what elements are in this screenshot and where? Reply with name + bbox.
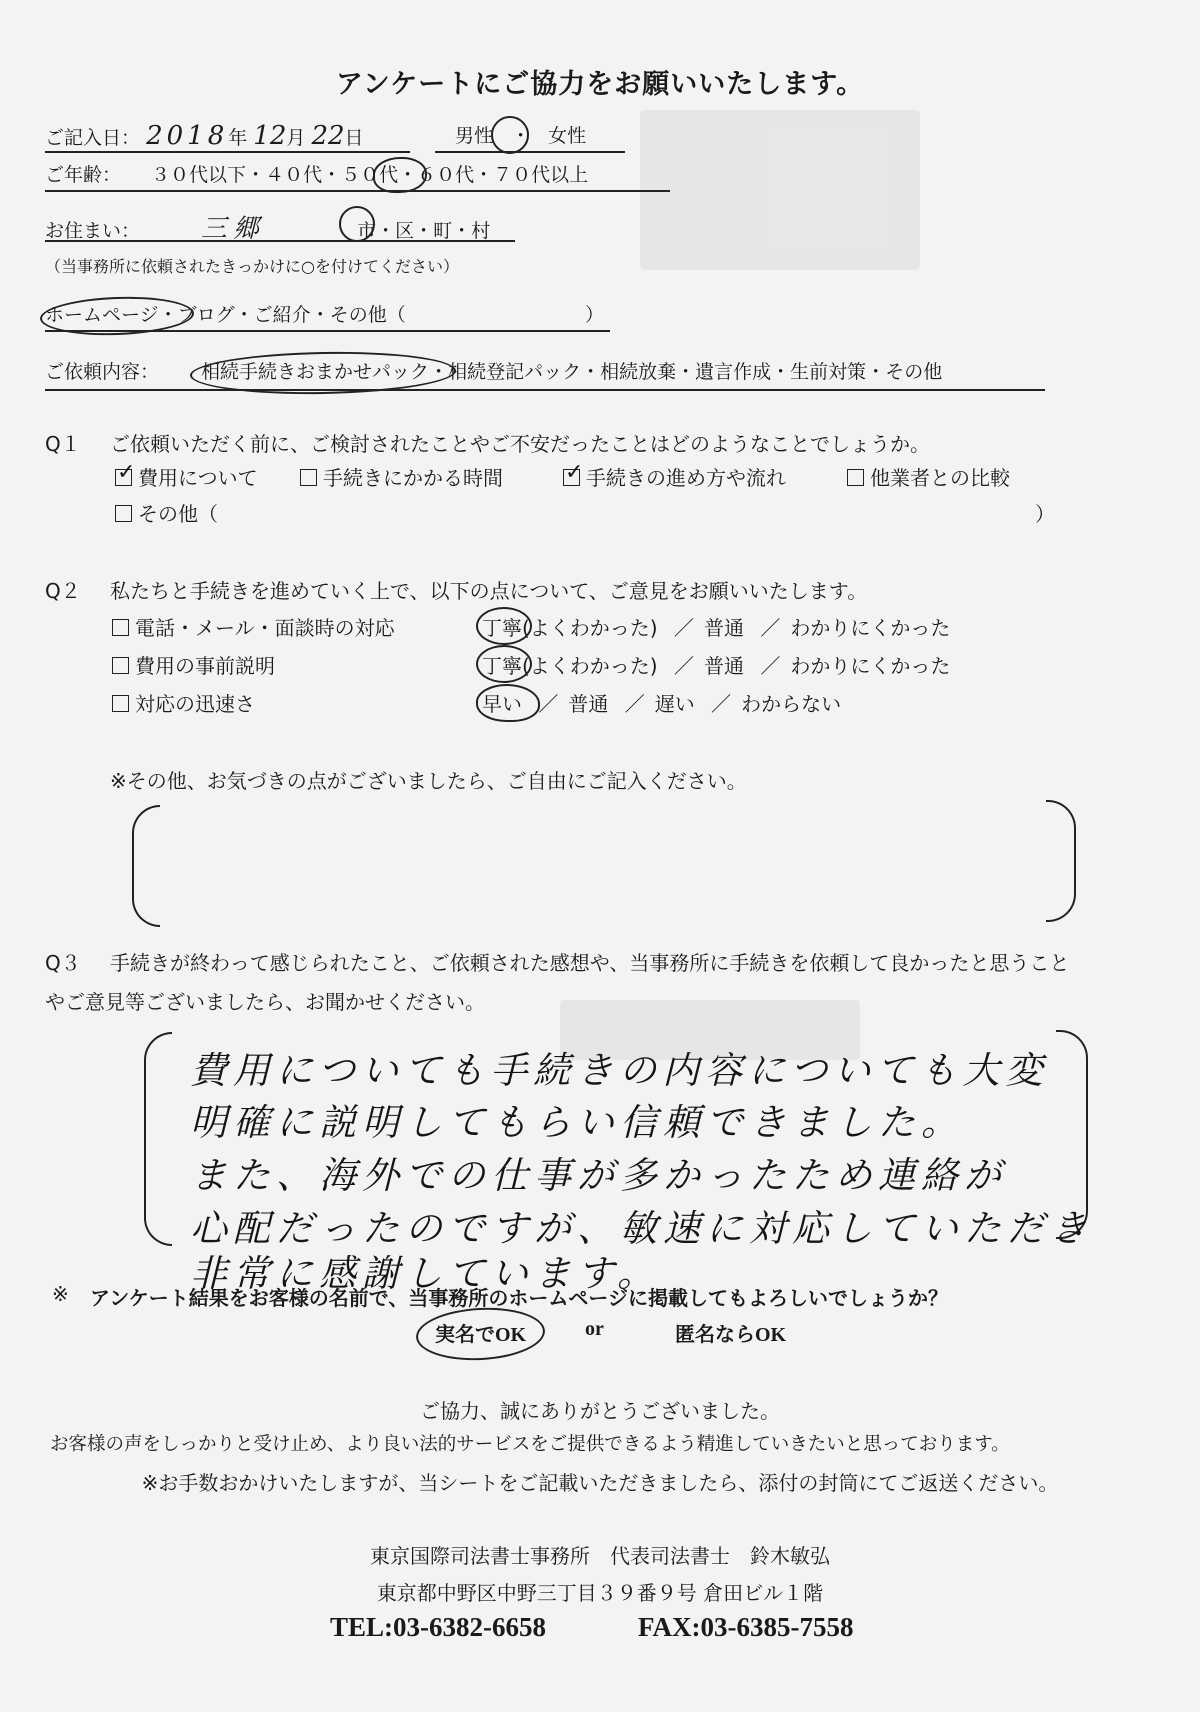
fast-circle-mark [476,684,540,722]
publish-mark: ※ [52,1282,69,1306]
request-label: ご依頼内容： [45,361,160,383]
office-name: 東京国際司法書士事務所 代表司法書士 鈴木敏弘 [370,1544,830,1568]
answer-polite: 丁寧 [482,654,522,678]
date-label: ご記入日： [45,127,141,149]
age-option: ７０代以上 [493,164,589,186]
age-option: ４０代 [265,164,323,186]
address-town: 町 [433,220,453,242]
q1-option-compare [847,462,1010,491]
answer-unknown: わからない [741,692,842,716]
publish-or: or [585,1318,604,1340]
q1-label: 手続きの進め方や流れ [586,466,786,490]
trigger-note: （当事務所に依頼されたきっかけに○を付けてください） [45,257,459,276]
q2-number: Q２ [45,579,81,603]
trigger-other-close: ） [585,304,605,326]
thanks-message: お客様の声をしっかりと受け止め、より良い法的サービスをご提供できるよう精進していきたいと思っております。 [50,1434,1010,1455]
age-row [45,160,670,192]
publish-question: アンケート結果をお客様の名前で、当事務所のホームページに掲載してもよろしいでしょうか？ [90,1286,948,1310]
age-circle-mark [373,157,427,193]
age-sep: ・ [246,164,266,186]
q1-other-close: ） [1035,502,1055,526]
comment-prompt: ※その他、お気づきの点がございましたら、ご自由にご記入ください。 [110,769,747,793]
q2-row-cost [112,650,275,679]
request-option: 相続登記パック [448,361,582,383]
date-month: 12 [253,121,287,151]
answer-fast: 早い [482,692,522,716]
answer-polite: 丁寧 [482,616,522,640]
q1-label: 手続きにかかる時間 [323,466,503,490]
age-sep: ・ [322,164,342,186]
gender-female: 女性 [548,125,587,147]
q2-row-label: 対応の迅速さ [135,692,255,716]
age-option: ６０代 [417,164,475,186]
scan-shadow [640,110,920,270]
address-value: 三郷 [201,214,266,244]
slash: ／ [673,616,694,640]
slash: ／ [711,692,732,716]
q3-text-line2: やご意見等ございましたら、お聞かせください。 [45,990,485,1014]
q1-label: その他（ [138,502,218,526]
q3-text-line1: 手続きが終わって感じられたこと、ご依頼された感想や、当事務所に手続きを依頼して良かったと思うこと [110,951,1070,975]
address-sep: ・ [376,220,396,242]
address-sep: ・ [452,220,472,242]
request-option: その他 [885,361,943,383]
trigger-sep: ・ [158,304,178,326]
handwritten-answer-line: 心配だったのですが、敏速に対応していただき [190,1207,1093,1250]
slash: ／ [760,654,781,678]
q2-row-contact-answers [482,612,950,641]
gender-male: 男性 [455,125,494,147]
handwritten-answer-line: 非常に感謝しています。 [190,1252,661,1295]
comment-box-right-bracket [1046,800,1076,922]
request-sep: ・ [771,361,791,383]
checkbox [112,695,129,712]
request-option: 遺言作成 [695,361,772,383]
checkbox [847,469,864,486]
handwritten-answer-line: 明確に説明してもらい信頼できました。 [190,1101,964,1144]
age-sep: ・ [398,164,418,186]
date-row [45,121,410,153]
year-unit: 年 [228,127,248,149]
address-village: 村 [471,220,491,242]
q1-option-other [115,498,218,527]
answer-normal: 普通 [703,654,744,678]
q1-number: Q１ [45,432,81,456]
slash: ／ [624,692,645,716]
checkbox-checked [115,469,132,486]
trigger-blog: ブログ [177,304,235,326]
month-unit: 月 [286,127,306,149]
request-selected: 相続手続きおまかせパック [201,361,430,383]
address-ward: 区 [395,220,415,242]
publish-option-anonymous: 匿名ならOK [675,1324,787,1346]
trigger-sep: ・ [310,304,330,326]
checkbox-checked [563,469,580,486]
gender-row [435,121,625,153]
checkbox [112,619,129,636]
city-circle-mark [339,206,375,242]
q2-row-label: 電話・メール・面談時の対応 [135,616,395,640]
publish-option-realname: 実名でOK [435,1324,527,1346]
q3-number: Q３ [45,951,81,975]
q2-row-label: 費用の事前説明 [135,654,275,678]
q1-label: 他業者との比較 [870,466,1010,490]
date-year: 2018 [146,121,229,151]
answer-normal: 普通 [568,692,609,716]
q2-text: 私たちと手続きを進めていく上で、以下の点について、ご意見をお願いいたします。 [110,579,868,603]
trigger-referral: ご紹介 [253,304,311,326]
comment-box-left-bracket [132,805,160,927]
request-sep: ・ [866,361,886,383]
office-fax: FAX:03-6385-7558 [638,1612,854,1642]
slash: ／ [673,654,694,678]
request-sep: ・ [429,361,449,383]
polite-circle-mark [476,607,532,645]
age-option: ３０代以下 [151,164,247,186]
q1-option-time [300,462,503,491]
request-sep: ・ [581,361,601,383]
realname-circle-mark [415,1305,547,1364]
gender-sep: ・ [511,125,531,147]
return-instructions: ※お手数おかけいたしますが、当シートをご記載いただきましたら、添付の封筒にてご返送ください。 [141,1471,1059,1495]
polite-circle-mark [476,645,532,683]
request-sep: ・ [676,361,696,383]
answer-normal: 普通 [703,616,744,640]
checkbox [112,657,129,674]
request-option: 相続放棄 [600,361,677,383]
answer-slow: 遅い [654,692,695,716]
handwritten-answer-line: また、海外での仕事が多かったため連絡が [190,1154,1007,1197]
date-day: 22 [311,121,345,151]
checkbox [115,505,132,522]
q2-row-cost-answers [482,650,950,679]
address-sep: ・ [414,220,434,242]
trigger-other: その他（ [329,304,406,326]
age-option-selected: ５０代 [341,164,399,186]
q2-row-contact [112,612,395,641]
q1-option-cost [115,462,258,491]
trigger-homepage: ホームページ [45,304,159,326]
request-option: 生前対策 [790,361,867,383]
trigger-sep: ・ [234,304,254,326]
address-city: 市 [357,220,377,242]
q1-label: 費用について [138,466,258,490]
office-address: 東京都中野区中野三丁目３９番９号 倉田ビル１階 [376,1581,824,1605]
checkbox [300,469,317,486]
day-unit: 日 [344,127,364,149]
male-circle-mark [491,116,529,154]
q2-row-speed [112,688,255,717]
slash: ／ [538,692,559,716]
q1-option-process [563,462,786,491]
answer-box-left-bracket [144,1032,172,1246]
handwritten-answer-line: 費用についても手続きの内容についても大変 [190,1049,1049,1092]
address-label: お住まい： [45,220,141,242]
age-label: ご年齢： [45,164,122,186]
answer-note: (よくわかった) [522,616,658,640]
answer-unclear: わかりにくかった [790,616,951,640]
age-sep: ・ [474,164,494,186]
answer-unclear: わかりにくかった [790,654,951,678]
answer-note: (よくわかった) [522,654,658,678]
slash: ／ [760,616,781,640]
q1-text: ご依頼いただく前に、ご検討されたことやご不安だったことはどのようなことでしょうか。 [110,432,930,456]
thanks-line: ご協力、誠にありがとうございました。 [420,1399,780,1423]
survey-title: アンケートにご協力をお願いいたします。 [335,69,865,100]
address-row [45,208,515,242]
office-tel: TEL:03-6382-6658 [330,1612,546,1642]
